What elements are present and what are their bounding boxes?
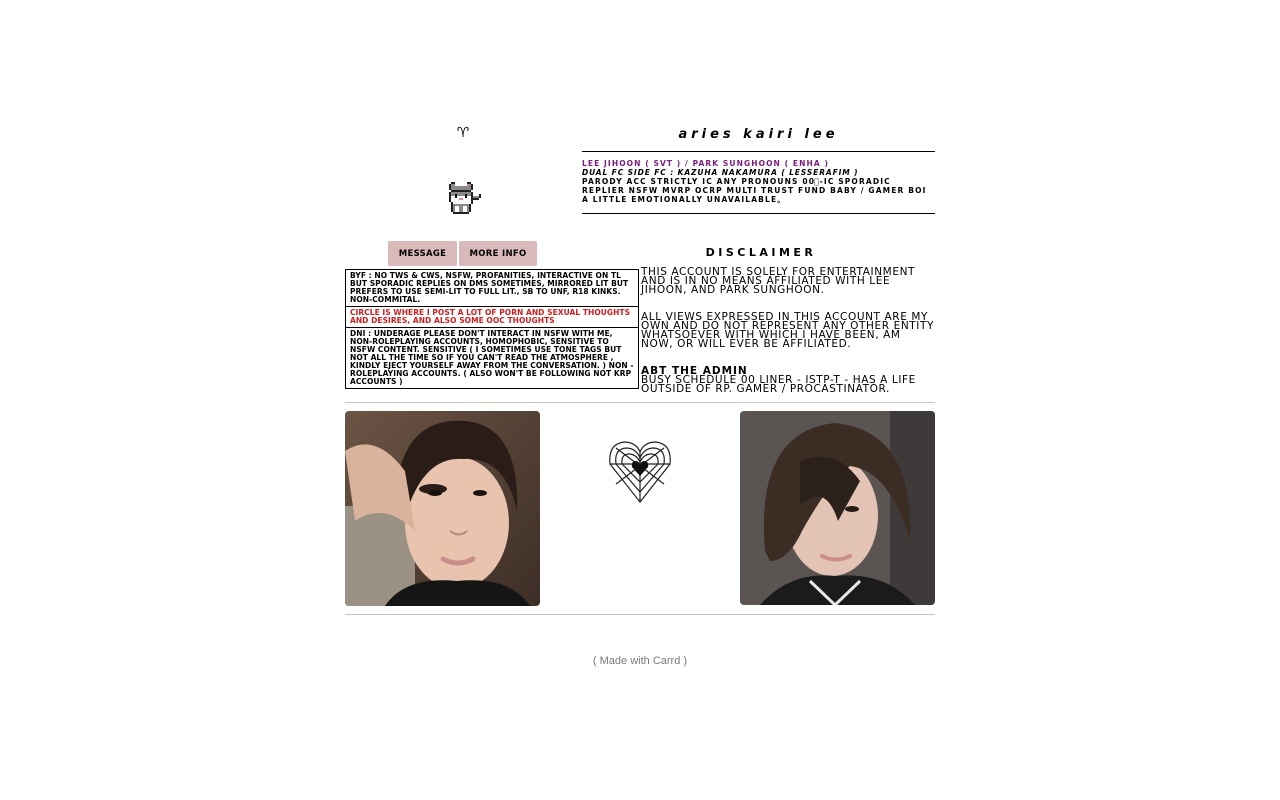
faceclaim-photo-1 (345, 411, 540, 606)
rule-dni-text: : UNDERAGE PLEASE DON'T INTERACT IN NSFW WITH ME, NON-ROLEPLAYING ACCOUNTS, HOMOPHOBIC, SENSITIVE TO NSFW CONTENT. SENSITIVE ( I SOMETIMES USE TONE TAGS BUT NOT ALL THE TIME SO IF YOU CAN'T READ THE ATMOSPHERE , KINDLY EJECT YOURSELF AWAY FROM THE CONVERSATION. ) NON - ROLEPLAYING ACCOUNTS. ( ALSO WON'T BE FOLLOWING NOT KRP ACCOUNTS ) (350, 329, 634, 386)
spiderweb-heart-icon (606, 436, 674, 506)
disclaimer-title: DISCLAIMER (705, 246, 817, 259)
admin-heading: ABT THE ADMIN (641, 365, 748, 377)
rules-box (345, 269, 639, 389)
bio-description: PARODY ACC STRICTLY IC ANY PRONOUNS 00⃝-IC SPORADIC REPLIER NSFW MVRP OCRP MULTI TRUST FUND BABY / GAMER BOI A LITTLE EMOTIONALLY UNAVAILABLE。 (582, 177, 927, 204)
faceclaim-photo-2 (740, 411, 935, 605)
divider (582, 151, 935, 152)
bio-faceclaims: LEE JIHOON ( SVT ) / PARK SUNGHOON ( ENHA ) (582, 159, 830, 168)
more-info-button[interactable]: MORE INFO (459, 241, 537, 266)
rule-byf-text: : NO TWS & CWS, NSFW, PROFANITIES, INTERACTIVE ON TL BUT SPORADIC REPLIES ON DMS SOMETIMES, MIRRORED LIT BUT PREFERS TO USE SEMI-LIT TO FULL LIT., SB TO UNF, R18 KINKS. NON-COMMITAL. (350, 271, 629, 304)
rule-byf (346, 270, 638, 306)
profile-bio (582, 159, 935, 204)
rule-circle: CIRCLE IS WHERE I POST A LOT OF PORN AND SEXUAL THOUGHTS AND DESIRES, AND ALSO SOME OOC THOUGHTS (346, 306, 638, 327)
divider (345, 614, 935, 615)
aries-symbol: ♈ (456, 125, 470, 141)
disclaimer-para-1: THIS ACCOUNT IS SOLELY FOR ENTERTAINMENT AND IS IN NO MEANS AFFILIATED WITH LEE JIHOON, AND PARK SUNGHOON. (641, 266, 916, 296)
made-with-carrd-link[interactable]: ( Made with Carrd ) (592, 655, 688, 667)
profile-name: aries kairi lee (678, 127, 839, 142)
disclaimer-text (641, 268, 935, 394)
disclaimer-para-2: ALL VIEWS EXPRESSED IN THIS ACCOUNT ARE MY OWN AND DO NOT REPRESENT ANY OTHER ENTITY WHATSOEVER WITH WHICH I HAVE BEEN, AM NOW, OR WILL EVER BE AFFILIATED. (641, 311, 935, 350)
rule-dni-key: DNI (350, 329, 366, 338)
cat-pixel-icon (443, 176, 487, 220)
rule-dni (346, 327, 638, 388)
admin-text: BUSY SCHEDULE 00 LINER - ISTP-T - HAS A LIFE OUTSIDE OF RP. GAMER / PROCASTINATOR. (641, 374, 916, 395)
divider (345, 402, 935, 403)
rule-byf-key: BYF (350, 271, 367, 280)
divider (582, 213, 935, 214)
message-button[interactable]: MESSAGE (388, 241, 457, 266)
bio-side-fc: DUAL FC SIDE FC : KAZUHA NAKAMURA ( LESSERAFIM ) (582, 168, 859, 177)
